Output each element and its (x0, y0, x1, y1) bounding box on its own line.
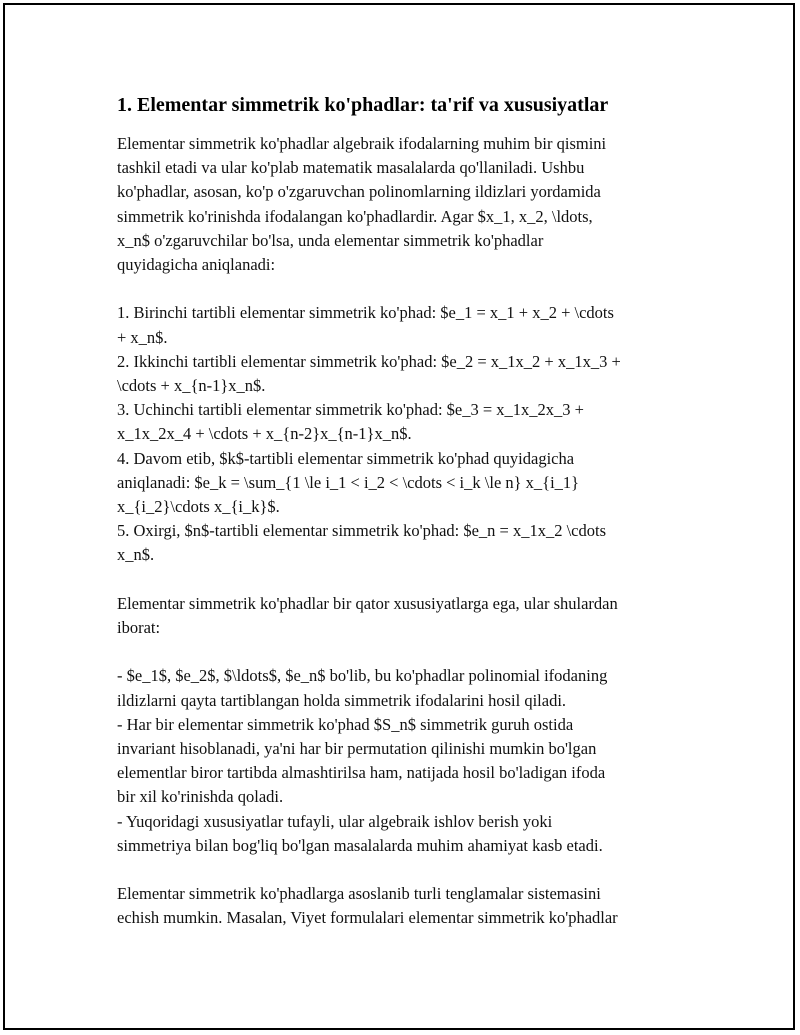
text-line: 4. Davom etib, $k$-tartibli elementar simmetrik ko'phad quyidagicha (117, 448, 575, 468)
paragraph-gap (117, 277, 682, 301)
text-line: 1. Birinchi tartibli elementar simmetrik ko'phad: $e_1 = x_1 + x_2 + \cdots (117, 303, 614, 323)
properties-list (117, 664, 682, 858)
text-line: bir xil ko'rinishda qoladi. (117, 787, 284, 807)
text-line: - Yuqoridagi xususiyatlar tufayli, ular algebraik ishlov berish yoki (117, 811, 553, 831)
paragraph-gap (117, 568, 682, 592)
paragraph-gap (117, 858, 682, 882)
text-line: x_{i_2}\cdots x_{i_k}$. (117, 497, 280, 517)
definitions-list (117, 301, 682, 567)
text-line: echish mumkin. Masalan, Viyet formulalari elementar simmetrik ko'phadlar (117, 908, 618, 928)
text-line: aniqlanadi: $e_k = \sum_{1 \le i_1 < i_2 < \cdots < i_k \le n} x_{i_1} (117, 472, 580, 492)
text-line: invariant hisoblanadi, ya'ni har bir permutation qilinishi mumkin bo'lgan (117, 739, 597, 759)
text-line: ildizlarni qayta tartiblangan holda simmetrik ifodalarini hosil qiladi. (117, 690, 567, 710)
text-line: iborat: (117, 618, 161, 638)
text-line: \cdots + x_{n-1}x_n$. (117, 376, 266, 396)
text-line: x_n$. (117, 545, 155, 565)
text-line: 2. Ikkinchi tartibli elementar simmetrik ko'phad: $e_2 = x_1x_2 + x_1x_3 + (117, 351, 621, 371)
text-line: elementlar biror tartibda almashtirilsa ham, natijada hosil bo'ladigan ifoda (117, 763, 606, 783)
text-line: - $e_1$, $e_2$, $\ldots$, $e_n$ bo'lib, bu ko'phadlar polinomial ifodaning (117, 666, 608, 686)
text-line: 5. Oxirgi, $n$-tartibli elementar simmetrik ko'phad: $e_n = x_1x_2 \cdots (117, 521, 607, 541)
text-line: tashkil etadi va ular ko'plab matematik masalalarda qo'llaniladi. Ushbu (117, 158, 585, 178)
text-line: Elementar simmetrik ko'phadlar bir qator xususiyatlarga ega, ular shulardan (117, 593, 618, 613)
text-line: Elementar simmetrik ko'phadlar algebraik ifodalarning muhim bir qismini (117, 134, 607, 153)
properties-intro-paragraph (117, 592, 682, 640)
paragraph-gap (117, 640, 682, 664)
text-line: 3. Uchinchi tartibli elementar simmetrik ko'phad: $e_3 = x_1x_2x_3 + (117, 400, 584, 420)
text-line: - Har bir elementar simmetrik ko'phad $S_n$ simmetrik guruh ostida (117, 714, 574, 734)
document-body (117, 92, 682, 931)
closing-paragraph (117, 882, 682, 930)
intro-paragraph (117, 132, 682, 277)
text-line: simmetriya bilan bog'liq bo'lgan masalalarda muhim ahamiyat kasb etadi. (117, 835, 603, 855)
section-heading: 1. Elementar simmetrik ko'phadlar: ta'rif va xususiyatlar (117, 94, 609, 116)
text-line: x_n$ o'zgaruvchilar bo'lsa, unda elementar simmetrik ko'phadlar (117, 230, 544, 250)
text-line: Elementar simmetrik ko'phadlarga asoslanib turli tenglamalar sistemasini (117, 884, 601, 904)
text-line: quyidagicha aniqlanadi: (117, 255, 276, 275)
text-line: + x_n$. (117, 327, 168, 347)
text-line: ko'phadlar, asosan, ko'p o'zgaruvchan polinomlarning ildizlari yordamida (117, 182, 601, 202)
text-line: simmetrik ko'rinishda ifodalangan ko'phadlardir. Agar $x_1, x_2, \ldots, (117, 206, 593, 226)
text-line: x_1x_2x_4 + \cdots + x_{n-2}x_{n-1}x_n$. (117, 424, 412, 444)
